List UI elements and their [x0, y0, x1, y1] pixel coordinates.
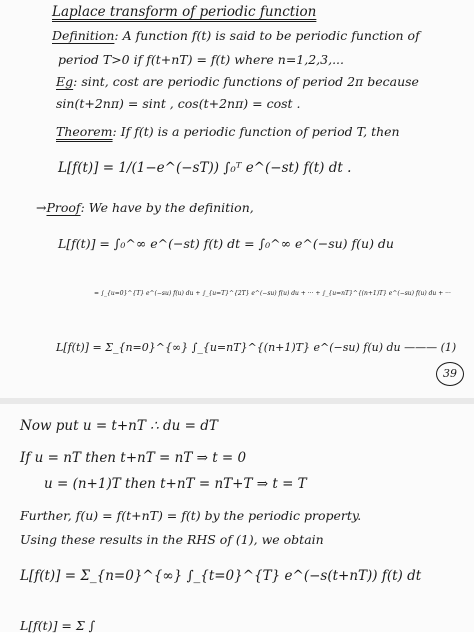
arrow-icon: →	[36, 200, 47, 215]
page-title: Laplace transform of periodic function	[52, 4, 317, 20]
equation-2: = ∫_{u=0}^{T} e^(−su) f(u) du + ∫_{u=T}^{2T} e^(−su) f(u) du + ··· + ∫_{u=nT}^{(n+1)T} e^(−su) f(u) du + ···	[94, 290, 451, 297]
definition-line-2: period T>0 if f(t+nT) = f(t) where n=1,2,3,...	[58, 52, 344, 67]
theorem-label: Theorem	[56, 124, 113, 139]
theorem-formula: L[f(t)] = 1/(1−e^(−sT)) ∫₀ᵀ e^(−st) f(t) dt .	[58, 160, 352, 176]
proof-label: Proof	[46, 200, 81, 215]
definition-line-1	[52, 28, 420, 44]
notes-page-2	[0, 404, 474, 632]
example-label: Eg	[56, 74, 74, 89]
limit-line-1: If u = nT then t+nT = nT ⇒ t = 0	[20, 450, 247, 466]
equation-3: L[f(t)] = Σ_{n=0}^{∞} ∫_{u=nT}^{(n+1)T} e^(−su) f(u) du ——— (1)	[56, 341, 457, 354]
definition-text: : A function f(t) is said to be periodic function of	[114, 28, 420, 43]
example-line-2: sin(t+2nπ) = sint , cos(t+2nπ) = cost .	[56, 96, 301, 111]
page-number-badge: 39	[436, 362, 464, 386]
periodic-property-line: Further, f(u) = f(t+nT) = f(t) by the periodic property.	[20, 508, 362, 523]
example-line-1	[56, 74, 419, 90]
limit-line-2: u = (n+1)T then t+nT = nT+T ⇒ t = T	[44, 476, 307, 492]
theorem-text: : If f(t) is a periodic function of period T, then	[112, 124, 400, 139]
equation-5-partial: L[f(t)] = Σ ∫	[20, 618, 96, 633]
equation-1: L[f(t)] = ∫₀^∞ e^(−st) f(t) dt = ∫₀^∞ e^(−su) f(u) du	[58, 236, 394, 251]
proof-text: : We have by the definition,	[80, 200, 254, 215]
using-results-line: Using these results in the RHS of (1), we obtain	[20, 532, 324, 547]
substitution-line: Now put u = t+nT ∴ du = dT	[20, 418, 218, 434]
proof-line	[36, 200, 254, 216]
theorem-line	[56, 124, 400, 140]
equation-4: L[f(t)] = Σ_{n=0}^{∞} ∫_{t=0}^{T} e^(−s(t+nT)) f(t) dt	[20, 568, 422, 584]
definition-label: Definition	[52, 28, 115, 43]
example-text: : sint, cost are periodic functions of period 2π because	[73, 74, 419, 89]
